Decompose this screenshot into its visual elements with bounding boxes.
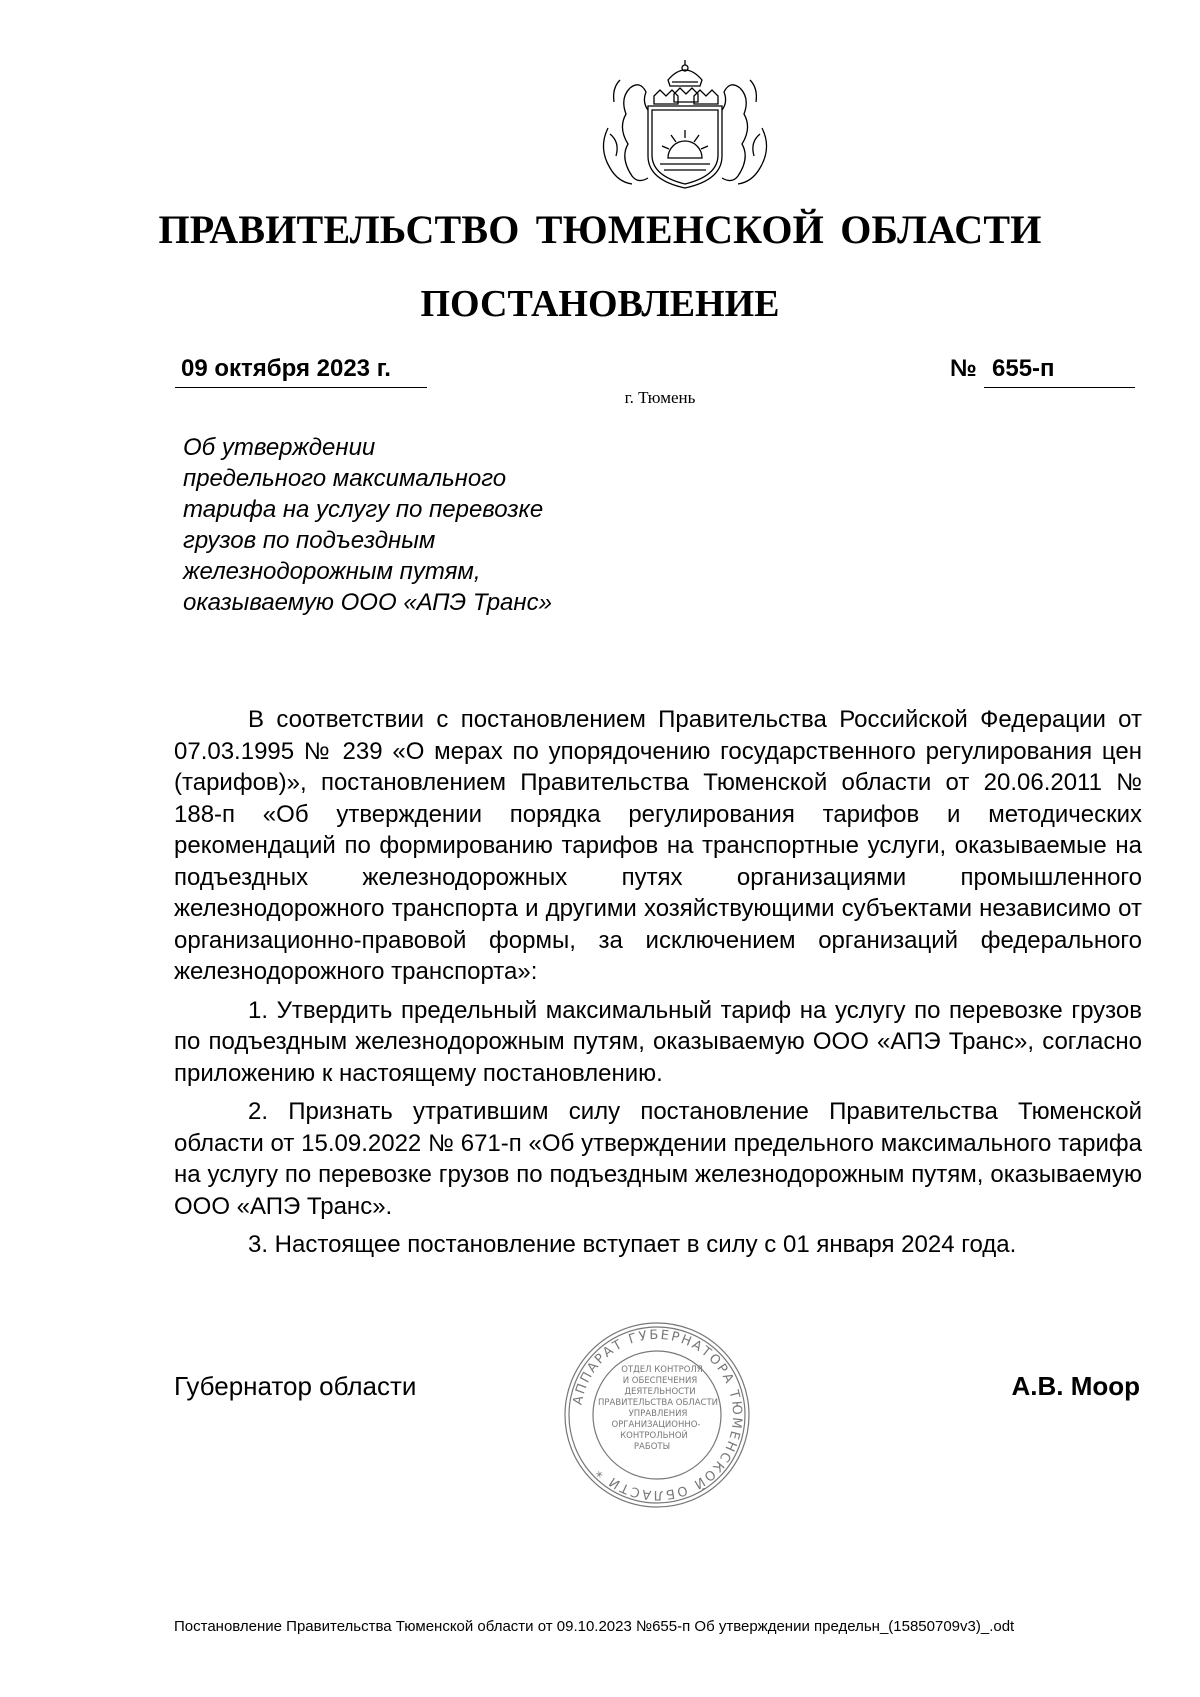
number-sign: № (950, 355, 977, 382)
document-date: 09 октября 2023 г. (175, 354, 427, 388)
subject-line: тарифа на услугу по перевозке (183, 496, 544, 523)
subject-line: железнодорожным путям, (183, 558, 481, 585)
item-3-paragraph: 3. Настоящее постановление вступает в силу с 01 января 2024 года. (248, 1231, 1017, 1258)
svg-text:РАБОТЫ: РАБОТЫ (633, 1442, 671, 1452)
item-2-paragraph: 2. Признать утратившим силу постановление Правительства Тюменской области от 15.09.2022 № 671-п «Об утверждении предельного максимального тарифа на услугу по перевозке грузов по подъездным железнодорожным путям, оказываемую ООО «АПЭ Транс». (174, 1098, 1142, 1220)
svg-text:КОНТРОЛЬНОЙ: КОНТРОЛЬНОЙ (620, 1431, 688, 1441)
signature-role: Губернатор области (174, 1371, 417, 1401)
svg-text:ПРАВИТЕЛЬСТВА ОБЛАСТИ: ПРАВИТЕЛЬСТВА ОБЛАСТИ (598, 1398, 718, 1408)
document-type-heading: ПОСТАНОВЛЕНИЕ (420, 283, 780, 325)
coat-of-arms-emblem (590, 58, 780, 193)
preamble-paragraph: В соответствии с постановлением Правительства Российской Федерации от 07.03.1995 № 239 «О мерах по упорядочению государственного регулирования цен (тарифов)», постановлением Правительства Тюменской области от 20.06.2011 № 188-п «Об утверждении порядка регулирования тарифов и методических рекомендаций по формированию тарифов на транспортные услуги, оказываемые на подъездных железнодорожных путях организациями промышленного железнодорожного транспорта и другими хозяйствующими субъектами независимо от организационно-правовой формы, за исключением организаций федерального железнодорожного транспорта»: (174, 706, 1142, 985)
svg-text:УПРАВЛЕНИЯ: УПРАВЛЕНИЯ (628, 1409, 688, 1419)
subject-line: оказываемую ООО «АПЭ Транс» (183, 589, 552, 616)
svg-text:ОТДЕЛ КОНТРОЛЯ: ОТДЕЛ КОНТРОЛЯ (621, 1365, 703, 1375)
subject-line: предельного максимального (183, 465, 507, 492)
signatory-name: А.В. Моор (1011, 1371, 1140, 1401)
subject-line: Об утверждении (183, 434, 376, 461)
document-number (950, 354, 1135, 388)
document-body (174, 704, 1142, 1268)
number-value: 655-п (984, 354, 1135, 388)
subject-line: грузов по подъездным (183, 527, 436, 554)
svg-text:АППАРАТ ГУБЕРНАТОРА ТЮМЕНСКОЙ: АППАРАТ ГУБЕРНАТОРА ТЮМЕНСКОЙ ОБЛАСТИ * (570, 1327, 745, 1503)
organization-title: ПРАВИТЕЛЬСТВО ТЮМЕНСКОЙ ОБЛАСТИ (158, 207, 1042, 252)
footer-filename: Постановление Правительства Тюменской области от 09.10.2023 №655-п Об утверждении предельн_(15850709v3)_.odt (174, 1618, 1015, 1635)
city-label: г. Тюмень (624, 388, 696, 407)
item-1-paragraph: 1. Утвердить предельный максимальный тариф на услугу по перевозке грузов по подъездным железнодорожным путям, оказываемую ООО «АПЭ Транс», согласно приложению к настоящему постановлению. (174, 996, 1142, 1087)
svg-text:ОРГАНИЗАЦИОННО-: ОРГАНИЗАЦИОННО- (611, 1420, 701, 1430)
svg-text:ДЕЯТЕЛЬНОСТИ: ДЕЯТЕЛЬНОСТИ (624, 1387, 696, 1397)
svg-text:И ОБЕСПЕЧЕНИЯ: И ОБЕСПЕЧЕНИЯ (622, 1376, 698, 1386)
official-seal-stamp (562, 1320, 752, 1510)
document-subject (183, 432, 623, 618)
